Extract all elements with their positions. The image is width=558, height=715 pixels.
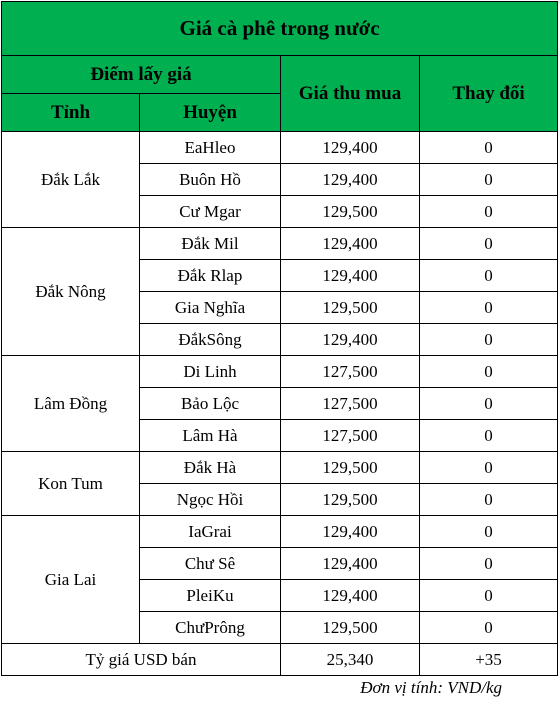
change-cell: 0 — [420, 292, 558, 324]
change-header: Thay đổi — [420, 56, 558, 132]
table-title: Giá cà phê trong nước — [2, 2, 558, 56]
price-cell: 129,500 — [281, 612, 420, 644]
price-cell: 129,500 — [281, 292, 420, 324]
table-row — [2, 516, 558, 548]
table-row — [2, 132, 558, 164]
district-cell: Ngọc Hồi — [140, 484, 281, 516]
price-cell: 129,400 — [281, 260, 420, 292]
province-cell: Đắk Nông — [2, 228, 140, 356]
district-cell: Cư Mgar — [140, 196, 281, 228]
exchange-rate-label: Tỷ giá USD bán — [2, 644, 281, 676]
price-cell: 127,500 — [281, 388, 420, 420]
unit-note: Đơn vị tính: VND/kg — [360, 678, 502, 697]
change-cell: 0 — [420, 132, 558, 164]
price-cell: 129,400 — [281, 164, 420, 196]
price-header: Giá thu mua — [281, 56, 420, 132]
district-cell: Bảo Lộc — [140, 388, 281, 420]
district-cell: Buôn Hồ — [140, 164, 281, 196]
price-cell: 129,400 — [281, 580, 420, 612]
exchange-rate-row — [2, 644, 558, 676]
change-cell: 0 — [420, 228, 558, 260]
district-header: Huyện — [140, 94, 281, 132]
price-cell: 129,400 — [281, 324, 420, 356]
district-cell: Chư Sê — [140, 548, 281, 580]
price-cell: 127,500 — [281, 420, 420, 452]
change-cell: 0 — [420, 388, 558, 420]
change-cell: 0 — [420, 420, 558, 452]
district-cell: Đắk Rlap — [140, 260, 281, 292]
location-group-header: Điểm lấy giá — [2, 56, 281, 94]
district-cell: Di Linh — [140, 356, 281, 388]
province-cell: Lâm Đồng — [2, 356, 140, 452]
province-cell: Đắk Lắk — [2, 132, 140, 228]
change-cell: 0 — [420, 580, 558, 612]
exchange-rate-change: +35 — [420, 644, 558, 676]
change-cell: 0 — [420, 452, 558, 484]
district-cell: IaGrai — [140, 516, 281, 548]
change-cell: 0 — [420, 260, 558, 292]
price-cell: 129,400 — [281, 228, 420, 260]
change-cell: 0 — [420, 196, 558, 228]
price-cell: 127,500 — [281, 356, 420, 388]
price-cell: 129,400 — [281, 548, 420, 580]
table-row — [2, 228, 558, 260]
province-header: Tỉnh — [2, 94, 140, 132]
price-cell: 129,500 — [281, 484, 420, 516]
district-cell: PleiKu — [140, 580, 281, 612]
district-cell: ĐắkSông — [140, 324, 281, 356]
district-cell: Đắk Hà — [140, 452, 281, 484]
district-cell: Lâm Hà — [140, 420, 281, 452]
table-row — [2, 452, 558, 484]
change-cell: 0 — [420, 612, 558, 644]
change-cell: 0 — [420, 548, 558, 580]
district-cell: Đắk Mil — [140, 228, 281, 260]
province-cell: Gia Lai — [2, 516, 140, 644]
district-cell: ChưPrông — [140, 612, 281, 644]
province-cell: Kon Tum — [2, 452, 140, 516]
change-cell: 0 — [420, 516, 558, 548]
district-cell: Gia Nghĩa — [140, 292, 281, 324]
exchange-rate-value: 25,340 — [281, 644, 420, 676]
district-cell: EaHleo — [140, 132, 281, 164]
table-body — [2, 132, 558, 644]
coffee-price-table — [1, 1, 558, 676]
price-cell: 129,500 — [281, 196, 420, 228]
change-cell: 0 — [420, 356, 558, 388]
price-cell: 129,400 — [281, 132, 420, 164]
change-cell: 0 — [420, 324, 558, 356]
price-cell: 129,400 — [281, 516, 420, 548]
change-cell: 0 — [420, 484, 558, 516]
price-cell: 129,500 — [281, 452, 420, 484]
table-row — [2, 356, 558, 388]
change-cell: 0 — [420, 164, 558, 196]
